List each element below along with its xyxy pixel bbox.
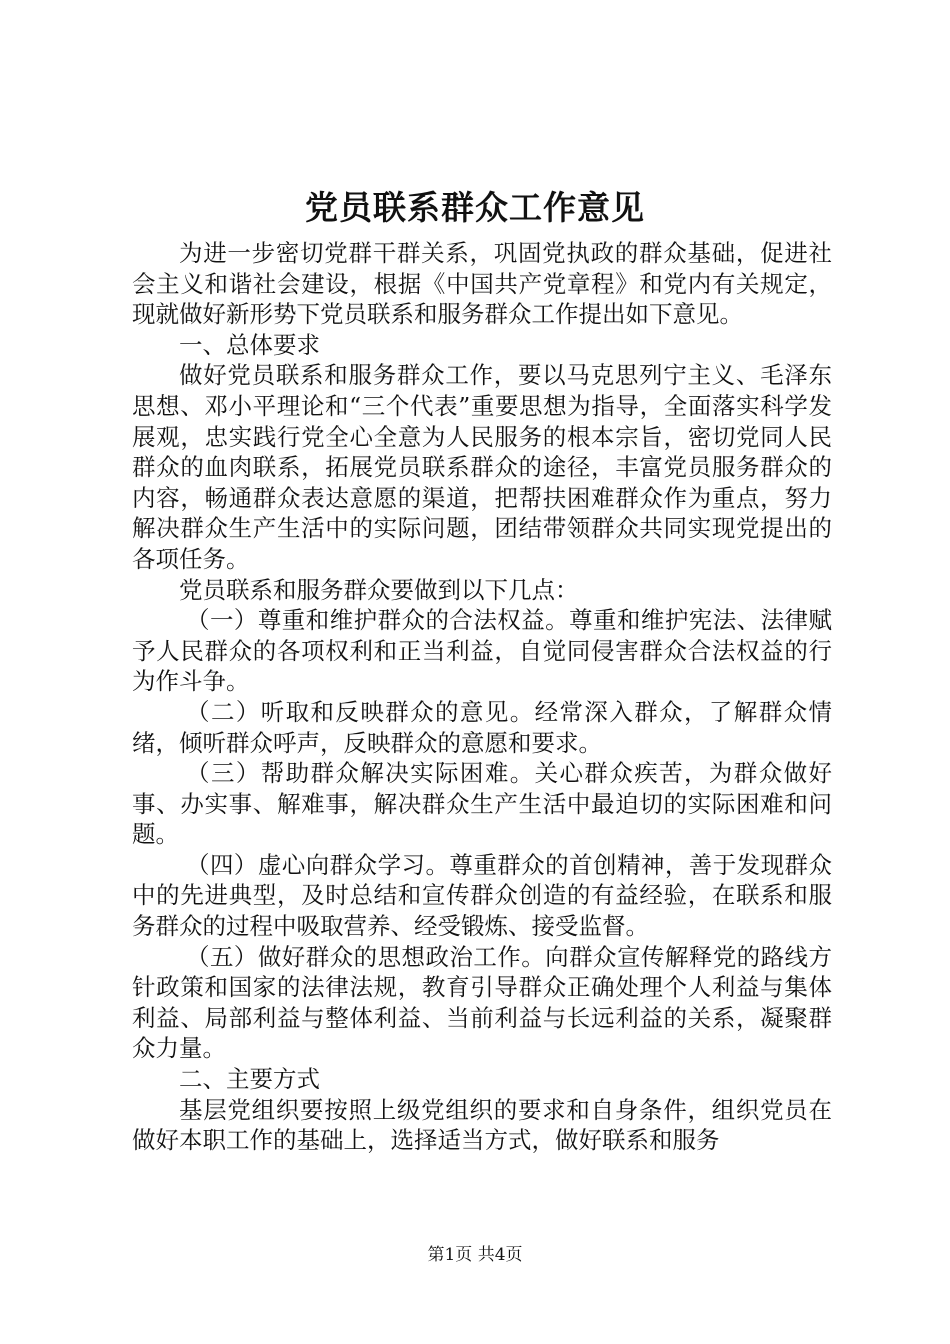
document-title: 党员联系群众工作意见: [305, 188, 645, 227]
section-heading-main-methods: 二、主要方式: [179, 1065, 320, 1094]
document-body: [132, 238, 832, 1156]
intro-paragraph: 为进一步密切党群干群关系，巩固党执政的群众基础，促进社会主义和谐社会建设，根据《中国共产党章程》和党内有关规定，现就做好新形势下党员联系和服务群众工作提出如下意见。: [132, 239, 832, 329]
general-requirements-paragraph: 做好党员联系和服务群众工作，要以马克思列宁主义、毛泽东思想、邓小平理论和“三个代表”重要思想为指导，全面落实科学发展观，忠实践行党全心全意为人民服务的根本宗旨，密切党同人民群众的血肉联系，拓展党员联系群众的途径，丰富党员服务群众的内容，畅通群众表达意愿的渠道，把帮扶困难群众作为重点，努力解决群众生产生活中的实际问题，团结带领群众共同实现党提出的各项任务。: [132, 361, 832, 573]
point-4-paragraph: （四）虚心向群众学习。尊重群众的首创精神，善于发现群众中的先进典型，及时总结和宣传群众创造的有益经验，在联系和服务群众的过程中吸取营养、经受锻炼、接受监督。: [132, 850, 832, 941]
point-1-paragraph: （一）尊重和维护群众的合法权益。尊重和维护宪法、法律赋予人民群众的各项权利和正当利益，自觉同侵害群众合法权益的行为作斗争。: [132, 606, 832, 696]
main-methods-paragraph: 基层党组织要按照上级党组织的要求和自身条件，组织党员在做好本职工作的基础上，选择适当方式，做好联系和服务: [132, 1095, 832, 1155]
point-3-paragraph: （三）帮助群众解决实际困难。关心群众疾苦，为群众做好事、办实事、解难事，解决群众生产生活中最迫切的实际困难和问题。: [132, 759, 832, 849]
section-heading-general-requirements: 一、总体要求: [179, 330, 320, 359]
points-intro-paragraph: 党员联系和服务群众要做到以下几点：: [179, 575, 579, 604]
point-5-paragraph: （五）做好群众的思想政治工作。向群众宣传解释党的路线方针政策和国家的法律法规，教育引导群众正确处理个人利益与集体利益、局部利益与整体利益、当前利益与长远利益的关系，凝聚群众力量。: [132, 942, 832, 1063]
page-footer: 第1页 共4页: [427, 1245, 523, 1265]
point-2-paragraph: （二）听取和反映群众的意见。经常深入群众，了解群众情绪，倾听群众呼声，反映群众的意愿和要求。: [132, 697, 832, 757]
